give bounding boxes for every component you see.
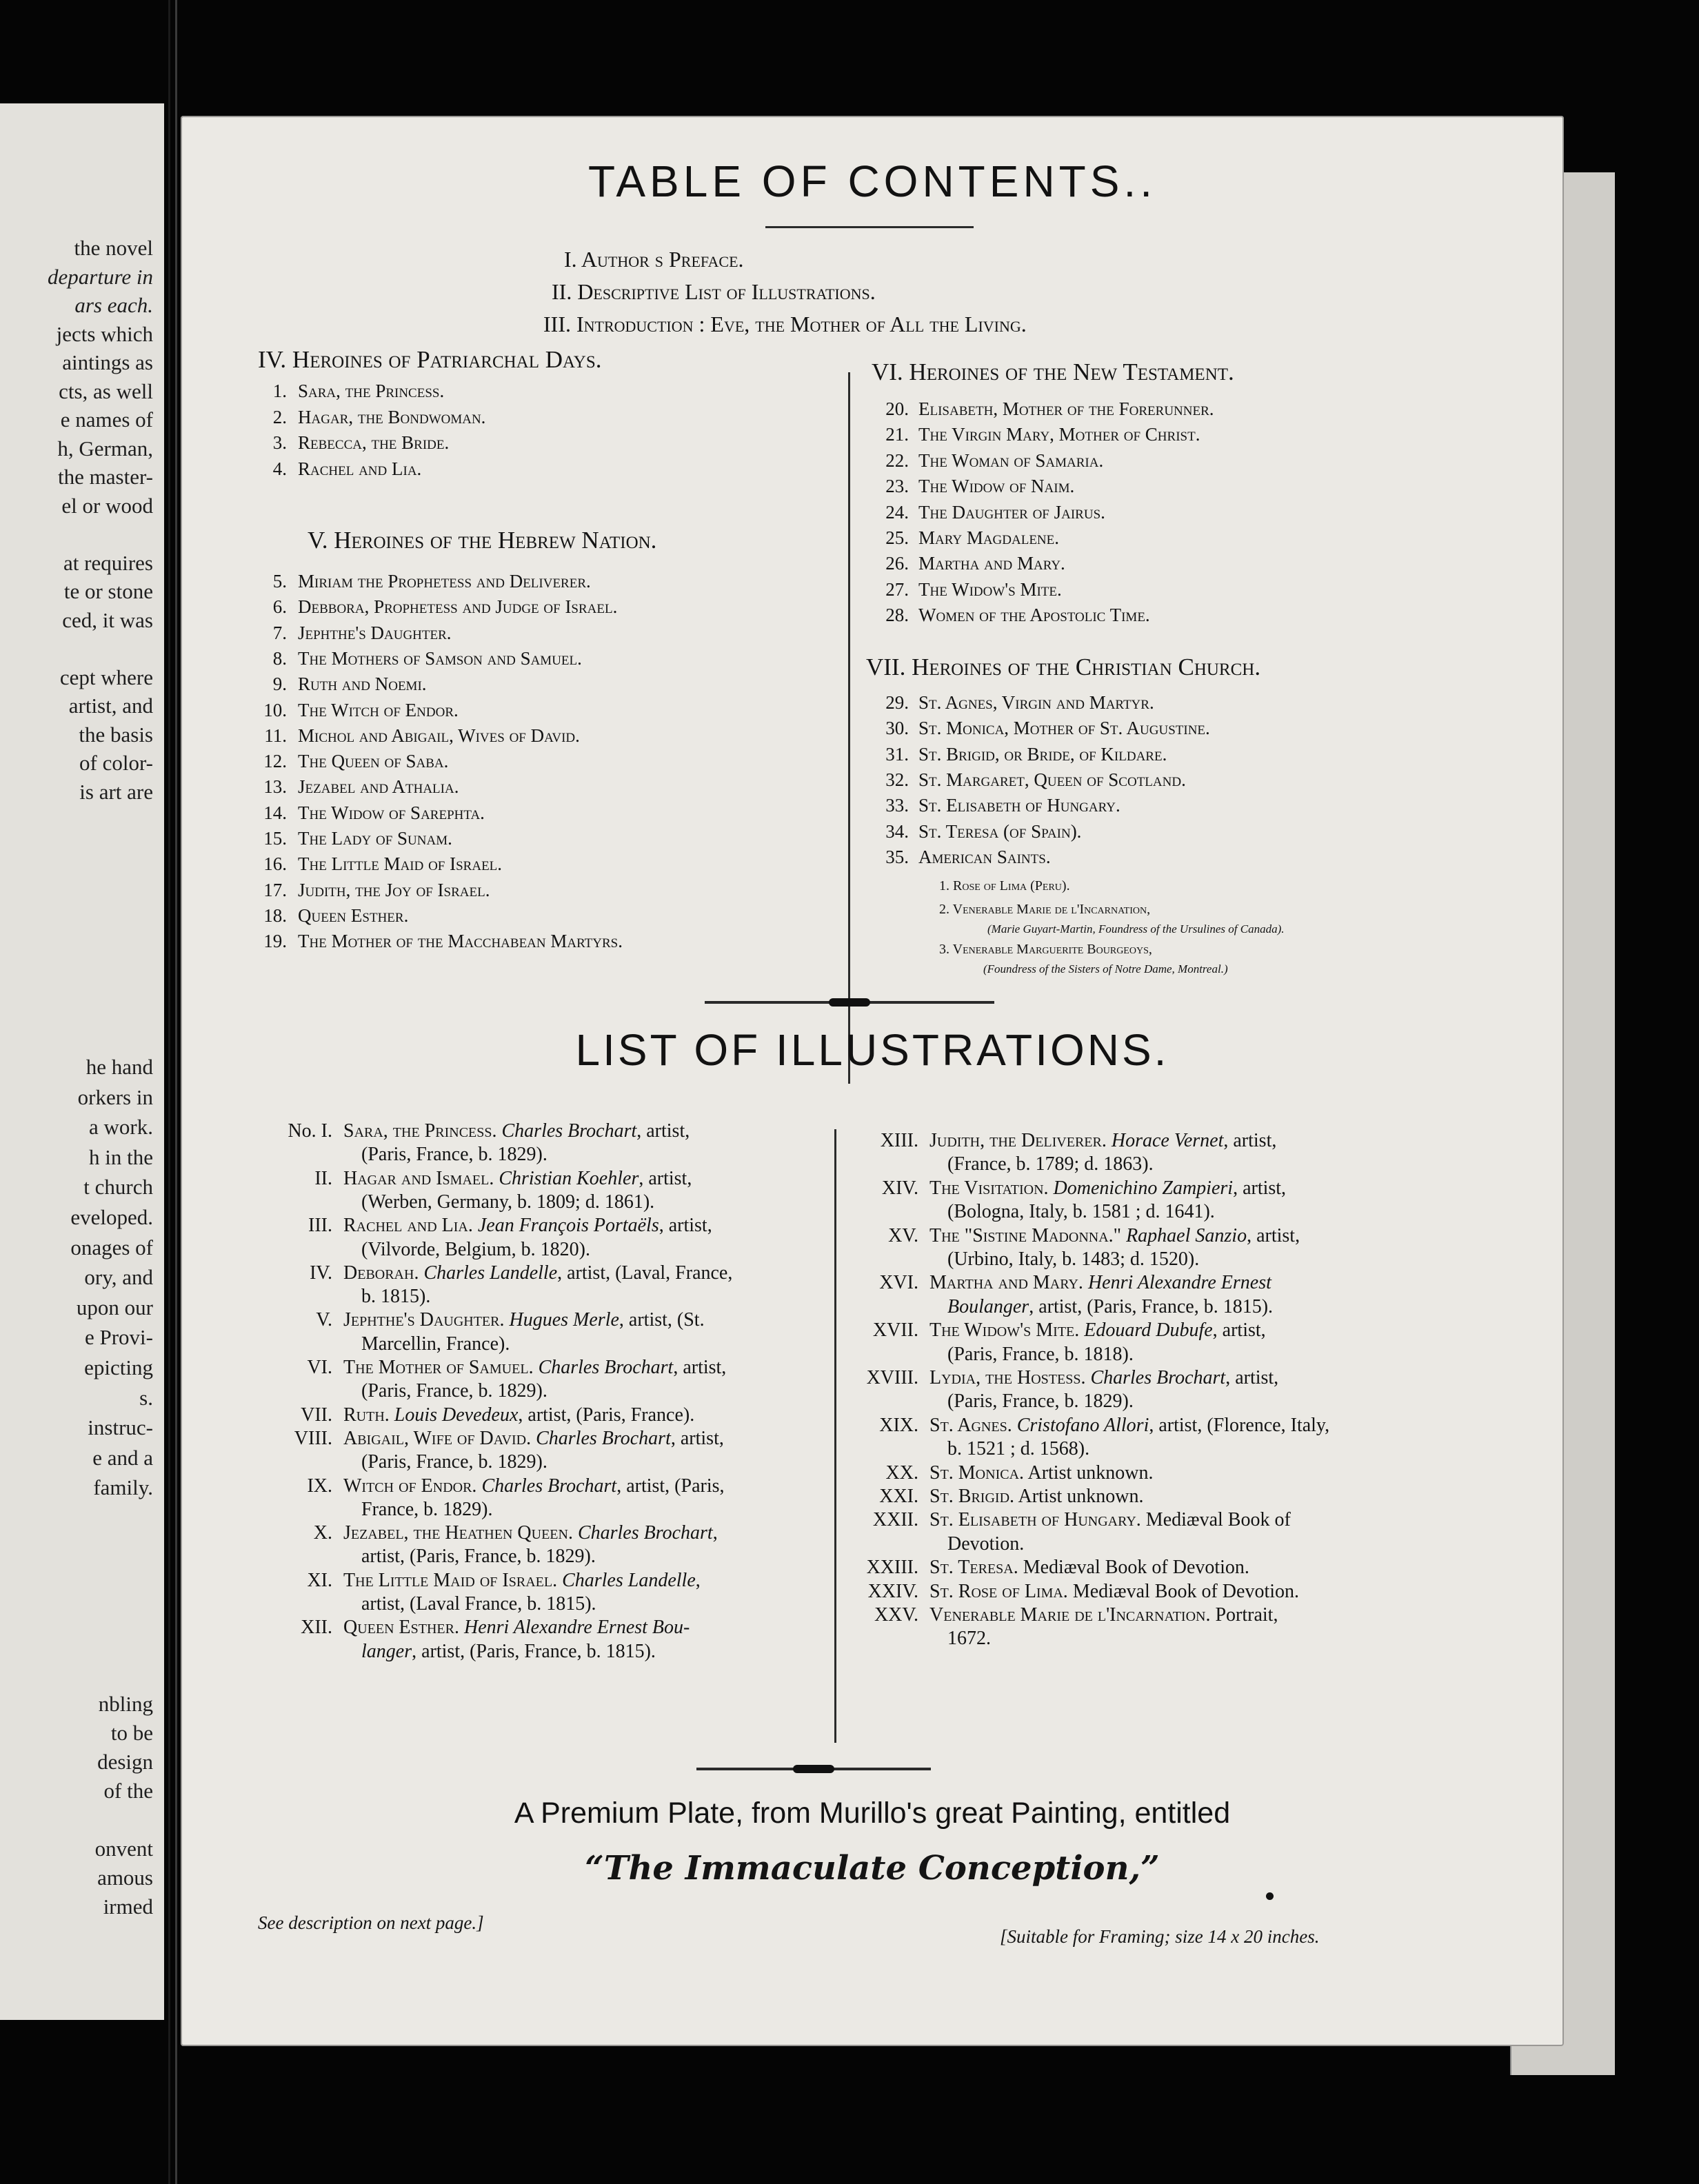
previous-page-line: t church: [83, 1175, 153, 1200]
illustration-line: [947, 1343, 1134, 1366]
illustration-details: , artist, (Laval, France,: [557, 1262, 733, 1284]
illustration-details: , artist, (Paris, France, b. 1815).: [412, 1640, 656, 1662]
previous-page-line: ars each.: [74, 293, 153, 317]
illustration-title: Jephthe's Daughter.: [343, 1309, 505, 1331]
toc-item-number: 30.: [885, 718, 909, 739]
illustration-number: XVII.: [872, 1320, 918, 1342]
previous-page-line: s.: [139, 1385, 153, 1410]
toc-item-title: Queen Esther.: [298, 904, 409, 926]
binding-gutter: [168, 0, 170, 2184]
illustration-number: XXV.: [874, 1604, 918, 1626]
illustration-line: [929, 1224, 1300, 1248]
illustration-details: artist, (Laval France, b. 1815).: [361, 1593, 596, 1615]
previous-page-line: e Provi-: [84, 1325, 153, 1350]
toc-item-number: 17.: [263, 879, 287, 900]
toc-item-title: Sara, the Princess.: [298, 381, 445, 401]
illustrations-title: LIST OF ILLUSTRATIONS.: [575, 1025, 1169, 1075]
illustration-artist: langer: [361, 1640, 412, 1662]
illustration-artist: Charles Brochart: [577, 1522, 713, 1544]
illustration-title: Jezabel, the Heathen Queen.: [343, 1522, 573, 1544]
illustration-line: [343, 1167, 692, 1191]
illustration-title: Abigail, Wife of David.: [343, 1427, 532, 1449]
previous-page-line: orkers in: [77, 1084, 153, 1109]
previous-page-line: instruc-: [88, 1415, 153, 1440]
illustration-details: (Paris, France, b. 1829).: [361, 1451, 547, 1473]
previous-page-line: artist, and: [68, 694, 153, 718]
toc-item-title: Martha and Mary.: [918, 553, 1065, 574]
toc-item-number: 29.: [885, 692, 909, 713]
ink-spot: [1266, 1892, 1274, 1900]
previous-page-line: design: [97, 1750, 153, 1774]
american-saint-2: 2. Venerable Marie de l'Incarnation,: [939, 902, 1151, 917]
illustration-details: Artist unknown.: [1018, 1486, 1144, 1507]
illustration-line: [343, 1616, 690, 1639]
illustration-details: , artist,: [1225, 1367, 1279, 1388]
illustration-details: (Paris, France, b. 1829).: [361, 1144, 547, 1166]
previous-page-line: jects which: [56, 321, 153, 346]
previous-page-line: he hand: [86, 1055, 153, 1079]
illustration-details: , artist,: [1223, 1130, 1277, 1151]
previous-page-line: onages of: [70, 1235, 153, 1260]
illustration-line: [361, 1285, 430, 1308]
american-saint-2-note: (Marie Guyart-Martin, Foundress of the Ursulines of Canada).: [987, 922, 1285, 936]
toc-item-title: St. Brigid, or Bride, of Kildare.: [918, 743, 1167, 765]
illustration-line: [343, 1356, 726, 1379]
illustration-title: The Mother of Samuel.: [343, 1357, 534, 1378]
section-vi-heading: VI. Heroines of the New Testament.: [872, 358, 1234, 385]
illustration-details: b. 1815).: [361, 1286, 431, 1308]
illustration-line: [929, 1366, 1278, 1390]
toc-item-title: The Woman of Samaria.: [918, 449, 1104, 471]
illustration-number: VII.: [301, 1404, 332, 1426]
toc-item-number: 19.: [263, 931, 287, 952]
toc-item-title: The Mothers of Samson and Samuel.: [298, 647, 582, 669]
toc-item-title: Ruth and Noemi.: [298, 674, 427, 695]
illustration-artist: Domenichino Zampieri: [1053, 1177, 1234, 1199]
illustration-line: [343, 1404, 694, 1427]
illustration-line: [343, 1521, 718, 1545]
illustration-line: [343, 1120, 690, 1143]
illustration-details: b. 1521 ; d. 1568).: [947, 1438, 1090, 1460]
toc-item-title: The Virgin Mary, Mother of Christ.: [918, 424, 1200, 445]
illustration-details: Artist unknown.: [1027, 1462, 1154, 1484]
illustration-details: , artist, (Paris,: [616, 1475, 725, 1497]
toc-item-number: 23.: [885, 476, 909, 497]
illustration-artist: Horace Vernet: [1111, 1130, 1224, 1151]
illustration-number: II.: [314, 1167, 332, 1189]
toc-item-title: Rachel and Lia.: [298, 458, 422, 479]
illustration-artist: Charles Brochart: [481, 1475, 617, 1497]
toc-item-title: The Witch of Endor.: [298, 699, 459, 720]
illustration-artist: Henri Alexandre Ernest Bou-: [463, 1617, 690, 1639]
illustration-title: Hagar and Ismael.: [343, 1167, 494, 1189]
american-saint-1: 1. Rose of Lima (Peru).: [939, 878, 1070, 893]
previous-page-line: of color-: [79, 751, 153, 775]
toc-item-number: 6.: [272, 596, 287, 618]
toc-item-number: 25.: [885, 527, 909, 548]
illustration-title: Rachel and Lia.: [343, 1215, 473, 1237]
illustration-line: [929, 1604, 1278, 1627]
illustration-line: [343, 1569, 701, 1593]
previous-page-line: amous: [97, 1866, 153, 1890]
toc-item-number: 20.: [885, 398, 909, 419]
illustration-line: [929, 1177, 1286, 1200]
illustration-artist: Henri Alexandre Ernest: [1087, 1272, 1271, 1294]
american-saint-3: 3. Venerable Marguerite Bourgeoys,: [939, 942, 1152, 957]
toc-item-title: The Mother of the Macchabean Martyrs.: [298, 931, 623, 952]
illustration-details: , artist,: [1212, 1320, 1266, 1342]
illustration-line: [343, 1427, 724, 1450]
illustration-line: [947, 1153, 1154, 1176]
toc-item-title: Jephthe's Daughter.: [298, 622, 452, 643]
illustration-title: St. Agnes.: [929, 1414, 1012, 1436]
previous-page-line: e and a: [92, 1445, 153, 1470]
illustration-details: , artist,: [639, 1167, 692, 1189]
illustration-line: [361, 1379, 547, 1403]
illustration-line: [361, 1640, 656, 1664]
illustration-artist: Louis Devedeux: [394, 1404, 519, 1426]
illustration-line: [343, 1308, 705, 1332]
illustration-details: Mediæval Book of Devotion.: [1072, 1580, 1300, 1602]
illustration-number: XXIII.: [866, 1557, 918, 1579]
illustration-details: ,: [695, 1569, 701, 1591]
toc-item-number: 34.: [885, 820, 909, 842]
illustration-title: Ruth.: [343, 1404, 390, 1426]
illustration-details: , artist, (St.: [619, 1309, 705, 1331]
previous-page-line: aintings as: [62, 350, 153, 374]
previous-page-line: family.: [93, 1475, 153, 1500]
toc-item-title: The Little Maid of Israel.: [298, 853, 503, 875]
contents-page: [181, 116, 1564, 2046]
illustration-artist: Charles Brochart: [536, 1427, 671, 1449]
illustration-line: [947, 1200, 1215, 1224]
illustration-title: St. Elisabeth of Hungary.: [929, 1509, 1141, 1531]
toc-item-title: Miriam the Prophetess and Deliverer.: [298, 571, 591, 592]
illustration-artist: Christian Koehler: [499, 1167, 639, 1189]
toc-item-number: 2.: [272, 406, 287, 427]
previous-page-line: eveloped.: [70, 1205, 153, 1229]
illustration-title: St. Monica.: [929, 1462, 1025, 1484]
illustration-line: [947, 1295, 1273, 1319]
illustration-number: No. I.: [288, 1120, 332, 1142]
previous-page-line: of the: [103, 1779, 153, 1803]
illustration-details: Mediæval Book of Devotion.: [1023, 1557, 1249, 1579]
toc-item-title: Women of the Apostolic Time.: [918, 605, 1150, 626]
toc-title: TABLE OF CONTENTS..: [588, 156, 1156, 206]
toc-item-title: The Widow of Naim.: [918, 476, 1075, 497]
illustration-line: [361, 1238, 590, 1262]
illustration-number: XIX.: [879, 1414, 918, 1436]
illustration-details: , artist,: [1247, 1224, 1300, 1246]
illustration-details: (Bologna, Italy, b. 1581 ; d. 1641).: [947, 1201, 1215, 1223]
toc-item-number: 7.: [272, 622, 287, 643]
toc-item-title: Hagar, the Bondwoman.: [298, 406, 486, 427]
toc-item-number: 9.: [272, 674, 287, 695]
section-divider-2: [696, 1768, 931, 1770]
title-rule: [765, 226, 974, 228]
illustration-number: XI.: [307, 1569, 332, 1591]
illustration-details: (Paris, France, b. 1818).: [947, 1343, 1134, 1365]
illustration-title: Judith, the Deliverer.: [929, 1130, 1107, 1151]
illustration-details: (Werben, Germany, b. 1809; d. 1861).: [361, 1191, 655, 1213]
toc-item-title: The Daughter of Jairus.: [918, 501, 1105, 523]
illustration-line: [947, 1627, 991, 1650]
illustration-details: Marcellin, France).: [361, 1333, 510, 1355]
illustration-details: (Paris, France, b. 1829).: [361, 1380, 547, 1402]
toc-item-number: 4.: [272, 458, 287, 479]
previous-page-line: departure in: [48, 264, 153, 289]
toc-item-title: Rebecca, the Bride.: [298, 432, 450, 453]
illustration-line: [343, 1475, 725, 1498]
toc-item-title: Michol and Abigail, Wives of David.: [298, 725, 580, 746]
illustration-line: [343, 1262, 732, 1285]
previous-page-line: to be: [110, 1721, 153, 1745]
binding-gutter-edge: [175, 0, 177, 2184]
toc-item-number: 22.: [885, 449, 909, 471]
toc-item-title: Debbora, Prophetess and Judge of Israel.: [298, 596, 618, 618]
toc-item-number: 21.: [885, 424, 909, 445]
premium-plate-title: “The Immaculate Conception,”: [585, 1849, 1160, 1888]
previous-page-line: at requires: [63, 550, 153, 575]
illustration-details: Portrait,: [1215, 1604, 1278, 1626]
toc-item-number: 15.: [263, 828, 287, 849]
illustration-line: [929, 1556, 1249, 1579]
illustration-details: , artist,: [673, 1357, 727, 1378]
illustration-details: , artist,: [636, 1120, 690, 1142]
illustration-number: XIV.: [881, 1177, 918, 1199]
illustration-title: Venerable Marie de l'Incarnation.: [929, 1604, 1211, 1626]
illustration-title: St. Teresa.: [929, 1557, 1018, 1579]
illustration-title: Martha and Mary.: [929, 1272, 1083, 1294]
section-iv-heading: IV. Heroines of Patriarchal Days.: [258, 346, 602, 373]
framing-note: [Suitable for Framing; size 14 x 20 inches.: [1000, 1926, 1320, 1947]
previous-page-line: a work.: [89, 1115, 153, 1140]
illustration-line: [929, 1271, 1271, 1295]
toc-item-title: Mary Magdalene.: [918, 527, 1060, 548]
previous-page-line: te or stone: [63, 579, 153, 603]
toc-item-number: 3.: [272, 432, 287, 453]
previous-page-line: cts, as well: [59, 378, 153, 403]
toc-item-number: 32.: [885, 769, 909, 790]
illustration-line: [947, 1533, 1024, 1556]
toc-item-title: St. Margaret, Queen of Scotland.: [918, 769, 1186, 790]
previous-page-line: epicting: [84, 1355, 153, 1379]
toc-item-number: 35.: [885, 846, 909, 867]
illustration-number: X.: [313, 1522, 332, 1544]
toc-item-number: 5.: [272, 571, 287, 592]
previous-page-line: cept where: [59, 665, 153, 689]
illustration-number: XII.: [301, 1617, 332, 1639]
illustration-number: XX.: [885, 1462, 918, 1484]
section-v-heading: V. Heroines of the Hebrew Nation.: [308, 527, 657, 554]
previous-page-line: ced, it was: [62, 607, 153, 632]
illustration-line: [929, 1580, 1299, 1604]
toc-item-title: St. Agnes, Virgin and Martyr.: [918, 692, 1154, 713]
toc-item-number: 27.: [885, 578, 909, 600]
illustration-title: Lydia, the Hostess.: [929, 1367, 1086, 1388]
illustration-details: (France, b. 1789; d. 1863).: [947, 1153, 1154, 1175]
illustration-line: [929, 1485, 1143, 1508]
illustration-artist: Hugues Merle: [509, 1309, 619, 1331]
premium-plate-line: A Premium Plate, from Murillo's great Painting, entitled: [514, 1797, 1231, 1830]
previous-page-line: el or wood: [61, 493, 153, 518]
previous-page-line: h in the: [89, 1144, 153, 1169]
illustration-number: XVI.: [879, 1272, 918, 1294]
illustration-title: The Widow's Mite.: [929, 1320, 1080, 1342]
toc-item-number: 26.: [885, 553, 909, 574]
toc-item-number: 24.: [885, 501, 909, 523]
toc-item-number: 12.: [263, 751, 287, 772]
toc-item-number: 10.: [263, 699, 287, 720]
toc-front-2: II. Descriptive List of Illustrations.: [552, 279, 876, 304]
illustration-number: XXIV.: [867, 1580, 918, 1602]
toc-item-title: Judith, the Joy of Israel.: [298, 879, 490, 900]
previous-page-line: ory, and: [84, 1265, 153, 1290]
illustration-artist: Boulanger: [947, 1295, 1029, 1317]
illustration-details: artist, (Paris, France, b. 1829).: [361, 1546, 596, 1568]
illustration-details: , artist, (Paris, France).: [518, 1404, 695, 1426]
previous-page-line: onvent: [94, 1837, 153, 1861]
illustration-line: [947, 1248, 1199, 1271]
toc-item-number: 28.: [885, 605, 909, 626]
illustration-line: [929, 1319, 1266, 1342]
previous-page-line: the novel: [74, 236, 153, 260]
illustration-number: VIII.: [294, 1427, 332, 1449]
toc-item-title: Elisabeth, Mother of the Forerunner.: [918, 398, 1214, 419]
previous-page-line: the basis: [79, 722, 153, 747]
illustration-number: XXII.: [872, 1509, 918, 1531]
illustration-number: XXI.: [879, 1486, 918, 1507]
illustration-details: (Urbino, Italy, b. 1483; d. 1520).: [947, 1248, 1200, 1270]
illustration-details: (Vilvorde, Belgium, b. 1820).: [361, 1238, 590, 1260]
previous-page-line: h, German,: [57, 436, 153, 461]
illustration-details: , artist,: [659, 1215, 712, 1237]
illustration-artist: Charles Brochart: [501, 1120, 637, 1142]
description-note: See description on next page.]: [258, 1912, 484, 1933]
previous-page-line: nbling: [98, 1692, 153, 1716]
illustration-title: Sara, the Princess.: [343, 1120, 497, 1142]
illustration-number: XVIII.: [866, 1367, 918, 1388]
section-vii-heading: VII. Heroines of the Christian Church.: [866, 654, 1261, 680]
previous-page-line: is art are: [79, 779, 153, 804]
toc-item-number: 11.: [264, 725, 287, 746]
previous-page-line: the master-: [58, 465, 153, 489]
illustration-details: , artist, (Florence, Italy,: [1149, 1414, 1330, 1436]
illustration-number: IX.: [307, 1475, 332, 1497]
illustration-line: [343, 1214, 712, 1237]
american-saint-3-note: (Foundress of the Sisters of Notre Dame, Montreal.): [983, 962, 1228, 975]
illustration-number: XIII.: [880, 1130, 918, 1151]
illustration-details: 1672.: [947, 1628, 991, 1650]
toc-item-title: St. Elisabeth of Hungary.: [918, 795, 1120, 816]
previous-page-line: upon our: [76, 1295, 153, 1320]
illustration-number: XV.: [888, 1224, 918, 1246]
illustration-title: St. Brigid.: [929, 1486, 1015, 1507]
illustration-line: [361, 1191, 654, 1214]
toc-item-title: St. Monica, Mother of St. Augustine.: [918, 718, 1210, 739]
illustration-line: [361, 1498, 493, 1521]
illustration-details: , artist,: [1233, 1177, 1287, 1199]
illustration-details: ,: [712, 1522, 718, 1544]
illustration-line: [929, 1129, 1276, 1153]
toc-item-title: St. Teresa (of Spain).: [918, 820, 1082, 842]
toc-item-number: 1.: [272, 381, 287, 401]
toc-front-3: III. Introduction : Eve, the Mother of All the Living.: [543, 312, 1027, 336]
previous-page-fragment: [0, 103, 164, 2020]
illustration-details: Devotion.: [947, 1533, 1025, 1555]
illustration-artist: Cristofano Allori: [1016, 1414, 1149, 1436]
toc-item-number: 13.: [263, 776, 287, 798]
toc-item-number: 31.: [885, 743, 909, 765]
toc-item-number: 33.: [885, 795, 909, 816]
illustration-details: Mediæval Book of: [1145, 1509, 1291, 1531]
toc-item-number: 14.: [263, 802, 287, 823]
illustration-number: VI.: [307, 1357, 332, 1378]
illustration-artist: Edouard Dubufe: [1084, 1320, 1213, 1342]
illustration-line: [361, 1450, 547, 1474]
illustration-title: St. Rose of Lima.: [929, 1580, 1068, 1602]
illustration-title: The Visitation.: [929, 1177, 1049, 1199]
illustration-line: [929, 1508, 1291, 1532]
toc-item-title: Jezabel and Athalia.: [298, 776, 459, 798]
illustration-artist: Jean François Portaëls: [477, 1215, 659, 1237]
previous-page-line: e names of: [60, 407, 153, 432]
illustration-artist: Charles Landelle: [423, 1262, 558, 1284]
illustration-title: The "Sistine Madonna.": [929, 1224, 1122, 1246]
previous-page-line: irmed: [103, 1894, 153, 1919]
toc-item-title: The Queen of Saba.: [298, 751, 449, 772]
illustration-artist: Charles Brochart: [538, 1357, 674, 1378]
illustration-line: [361, 1593, 596, 1616]
illustration-line: [361, 1333, 510, 1356]
illustration-title: The Little Maid of Israel.: [343, 1569, 558, 1591]
illustration-title: Queen Esther.: [343, 1617, 459, 1639]
illustration-artist: Charles Landelle: [562, 1569, 696, 1591]
illustration-line: [947, 1390, 1134, 1413]
illustration-line: [947, 1437, 1089, 1461]
illustration-title: Witch of Endor.: [343, 1475, 477, 1497]
toc-item-title: American Saints.: [918, 846, 1051, 867]
illustration-details: , artist,: [670, 1427, 724, 1449]
illustration-line: [361, 1143, 547, 1166]
illustration-line: [361, 1545, 596, 1568]
illustration-line: [929, 1414, 1329, 1437]
toc-item-number: 18.: [263, 904, 287, 926]
illustration-line: [929, 1462, 1153, 1485]
illustration-artist: Raphael Sanzio: [1126, 1224, 1247, 1246]
illustration-number: IV.: [310, 1262, 332, 1284]
illustration-number: III.: [308, 1215, 332, 1237]
illustration-title: Deborah.: [343, 1262, 419, 1284]
toc-item-number: 8.: [272, 647, 287, 669]
illustration-artist: Charles Brochart: [1090, 1367, 1226, 1388]
illustration-details: (Paris, France, b. 1829).: [947, 1391, 1134, 1413]
toc-front-1: I. Author s Preface.: [564, 247, 744, 272]
toc-item-title: The Widow of Sarephta.: [298, 802, 485, 823]
toc-item-title: The Lady of Sunam.: [298, 828, 452, 849]
toc-item-number: 16.: [263, 853, 287, 875]
illustration-number: V.: [316, 1309, 332, 1331]
illustration-details: , artist, (Paris, France, b. 1815).: [1029, 1295, 1274, 1317]
section-divider-1: [705, 1001, 994, 1004]
illustration-details: France, b. 1829).: [361, 1498, 493, 1520]
toc-item-title: The Widow's Mite.: [918, 578, 1062, 600]
toc-column-rule: [848, 372, 850, 1084]
